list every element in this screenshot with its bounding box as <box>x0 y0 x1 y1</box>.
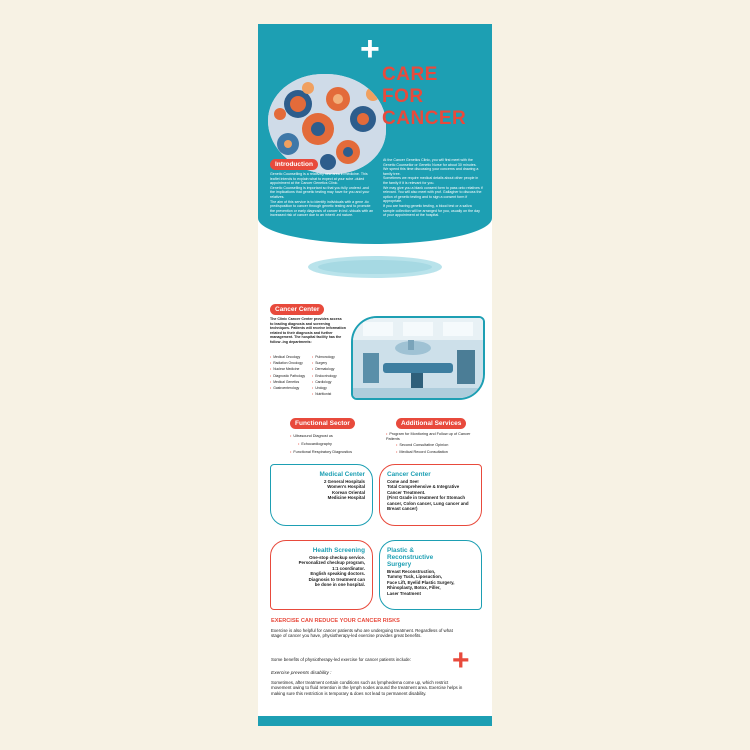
plus-icon: + <box>452 644 470 677</box>
card-title: Health Screening <box>312 547 365 554</box>
list-item: • Medical Record Consultation <box>396 449 448 454</box>
bottom-band <box>258 716 492 726</box>
cancer-center-description: The Clinic Cancer Center provides access to leading diagnosis and screening techniques. Patients will receive information related to their diagnosis and further management. The hospital facility has the follow -ing departments: <box>270 317 346 344</box>
exercise-heading: EXERCISE CAN REDUCE YOUR CANCER RISKS <box>271 618 400 624</box>
card-title: Medical Center <box>319 471 365 478</box>
decorative-disc-inner <box>318 260 432 274</box>
departments-left <box>270 354 316 391</box>
intro-paragraph: Genetic Counselling is a relatively new area in medicine. This leaflet intends to explain what to expect at your sche -duled appointment at the Cancer Genetics Clinic. <box>270 172 368 186</box>
operating-room-photo <box>351 316 485 400</box>
hero-title-line: FOR <box>382 86 424 107</box>
intro-paragraph: The aim of this service is to identify individuals with a gene -tic predisposition to cancer through genetic testing and to promote the prevention or early diagnosis of cancer in ind -viduals with an increased risk of cancer due to an inherit -ed nature. <box>270 199 374 218</box>
list-item: • Nutritionist <box>312 392 332 397</box>
cancer-center-card <box>379 464 482 526</box>
list-item: • Radiation Oncology <box>270 361 303 366</box>
intro-right-text <box>383 158 483 218</box>
intro-paragraph: At the Cancer Genetics Clinic, you will first meet with the Genetic Counsellor or Genetic Nurse for about 30 minutes. <box>383 158 477 167</box>
intro-paragraph: If you are having genetic testing, a blood test or a saliva sample collection will be arranged for you, usually on the day of your appointment at the hospital. <box>383 203 480 218</box>
card-title: Plastic & Reconstructive Surgery <box>387 547 434 568</box>
plus-icon: + <box>360 30 380 68</box>
additional-services-list <box>386 432 484 454</box>
intro-paragraph: We may give you a blank consent form to pass onto relatives if relevant. You will also meet with prof. Gallagher to discuss the option of genetic testing and to sign a consent form if appropriate. <box>383 185 483 204</box>
intro-paragraph: Genetic Counselling is important so that you fully underst -and the implications that genetic testing may have for you and your relatives. <box>270 185 370 199</box>
list-item: • Surgery <box>312 361 328 366</box>
exercise-paragraph: Some benefits of physiotherapy-led exercise for cancer patients include: <box>271 657 412 662</box>
card-body: 2 General Hospitals Women's Hospital Korean Oriental Medicine Hospital <box>324 479 365 501</box>
intro-left-text <box>270 172 374 218</box>
exercise-paragraph: Exercise is also helpful for cancer patients who are undergoing treatment. Regardless of what stage of cancer you have, physiotherapy-led exercise provides great benefits. <box>271 628 453 639</box>
list-item: • Urology <box>312 386 327 391</box>
card-body: Come and See! Total Comprehensive & Integrative Cancer Treatment. (First Grade in treatment for Stomach cancer, Colon cancer, Lung cancer and Breast cancer) <box>387 479 469 512</box>
list-item: • Diagnostic Pathology <box>270 373 306 378</box>
functional-sector-list <box>290 432 370 456</box>
poster-banner <box>258 24 492 726</box>
list-item: • Cardiology <box>312 379 332 384</box>
card-body: One-stop checkup service. Personalized checkup program, 1:1 coordinator. English speaking doctors. Diagnosis to treatment can be done in one hospital. <box>298 555 365 588</box>
health-screening-card <box>270 540 373 610</box>
list-item: • Endocrinology <box>312 373 337 378</box>
list-item: • Echocardiography <box>298 442 332 446</box>
card-body: Breast Reconstruction, Tummy Tuck, Liposuction, Face Lift, Eyelid Plastic Surgery, Rhinoplasty, Botox, Filler, Laser Treatment <box>387 569 455 596</box>
list-item: • Gastroenterology <box>270 386 300 391</box>
list-item: • Ultrasound Diagnost us <box>290 434 333 438</box>
medical-center-card <box>270 464 373 526</box>
list-item: • Medical Oncology <box>270 355 301 359</box>
hero-title <box>382 64 490 130</box>
intro-paragraph: We spend this time discussing your concerns and drawing a family tree. <box>383 167 479 176</box>
list-item: • Functional Respiratory Diagnostics <box>290 450 353 454</box>
departments-right <box>312 354 352 397</box>
intro-label: Introduction <box>270 159 318 170</box>
list-item: • Program for Monitoring and Follow up of Cancer Patients <box>386 432 471 441</box>
list-item: • Medical Genetics <box>270 379 300 384</box>
exercise-paragraph: Sometimes, after treatment certain conditions such as lymphedema come up, which restrict movement owing to fluid retention in the lymph nodes around the treatment area. Exercise helps in making sure this restriction is temporary & does not lead to permanent disability. <box>271 680 463 696</box>
cancer-center-label: Cancer Center <box>270 304 324 315</box>
functional-sector-label: Functional Sector <box>290 418 355 429</box>
list-item: • Nuclear Medicine <box>270 367 300 372</box>
intro-paragraph: Sometimes we require medical details about other people in the family if it is relevant for you. <box>383 176 479 185</box>
list-item: • Pulmonology <box>312 355 335 359</box>
list-item: • Second Consultative Opinion <box>396 443 449 448</box>
card-title: Cancer Center <box>387 471 431 478</box>
plastic-surgery-card <box>379 540 482 610</box>
additional-services-label: Additional Services <box>396 418 466 429</box>
hero-title-line: CANCER <box>382 108 467 129</box>
list-item: • Dermatology <box>312 367 335 372</box>
exercise-subheading: Exercise prevents disability : <box>271 671 332 676</box>
hero-title-line: CARE <box>382 64 438 85</box>
